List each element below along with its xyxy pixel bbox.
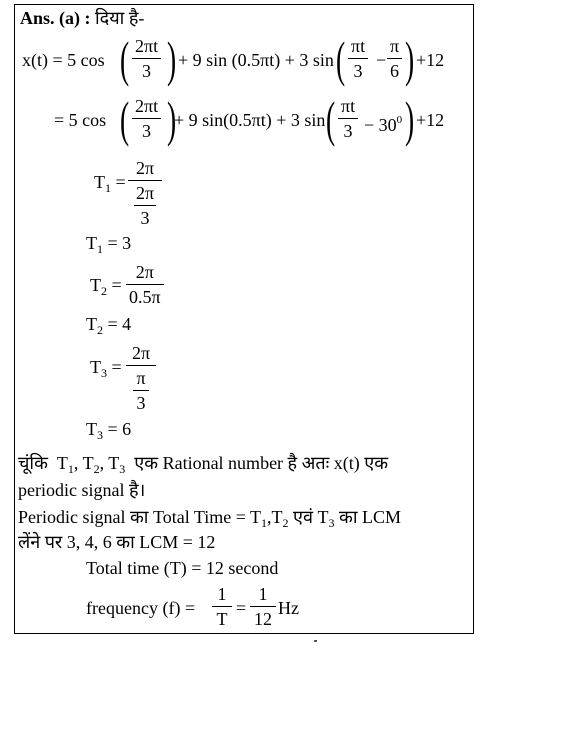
answer-heading bbox=[20, 8, 144, 28]
eq1-f1-num: 2πt bbox=[135, 36, 159, 56]
t3-den-num: π bbox=[136, 368, 146, 388]
eq1-fraction-2 bbox=[348, 36, 368, 81]
eq1-f3-num: π bbox=[390, 36, 400, 56]
eq1-f1-den: 3 bbox=[142, 61, 152, 81]
para2-line1: Periodic signal का Total Time = $T_1,T_2$ एवं $T_3$ का LCM bbox=[18, 507, 402, 530]
eq1-paren-close-2: ) bbox=[405, 31, 415, 87]
freq-f2-den: 12 bbox=[254, 609, 272, 629]
eq2-fraction-1 bbox=[132, 96, 161, 141]
t1-result: $T_1 = 3$ bbox=[86, 233, 132, 256]
eq1-paren-open-1: ( bbox=[120, 31, 130, 87]
eq1-lhs: x(t) = 5 cos bbox=[22, 50, 105, 70]
freq-fraction-2 bbox=[250, 584, 276, 629]
t3-num: 2π bbox=[131, 343, 151, 363]
freq-eq: = bbox=[236, 598, 247, 618]
eq1-mid: + 9 sin (0.5πt) + 3 sin bbox=[178, 50, 334, 70]
eq1-paren-close-1: ) bbox=[167, 31, 177, 87]
t1-num: 2π bbox=[135, 158, 155, 178]
para1-line1: चूंकि $T_1$, $T_2$, $T_3$ एक Rational number है अतः x(t) एक bbox=[18, 453, 389, 476]
given-text: दिया है- bbox=[95, 8, 145, 28]
t1-fraction bbox=[128, 158, 162, 228]
t3-fraction bbox=[126, 343, 156, 413]
eq2-paren-close-1: ) bbox=[167, 91, 177, 147]
frequency-label: frequency (f) = bbox=[86, 598, 196, 618]
eq1-paren-open-2: ( bbox=[336, 31, 346, 87]
freq-unit: Hz bbox=[278, 598, 299, 618]
eq2-fraction-2 bbox=[338, 96, 358, 141]
t2-den: 0.5π bbox=[129, 287, 161, 307]
eq1-f3-den: 6 bbox=[390, 61, 400, 81]
t2-result: $T_2 = 4$ bbox=[86, 314, 132, 337]
eq2-lhs: = 5 cos bbox=[54, 110, 107, 130]
para2-line2: लेंने पर 3, 4, 6 का LCM = 12 bbox=[18, 532, 216, 552]
eq2-f1-num: 2πt bbox=[135, 96, 159, 116]
eq2-degree: 0 bbox=[396, 114, 403, 126]
eq1-fraction-3 bbox=[387, 36, 402, 81]
t2-fraction bbox=[126, 262, 164, 307]
eq1-fraction-1 bbox=[132, 36, 161, 81]
t3-den-den: 3 bbox=[136, 393, 146, 413]
freq-f1-den: T bbox=[216, 609, 228, 629]
eq2-paren-open-2: ( bbox=[326, 91, 336, 147]
t3-result: $T_3 = 6$ bbox=[86, 419, 132, 442]
eq2-mid: + 9 sin(0.5πt) + 3 sin bbox=[174, 110, 326, 130]
eq2-f2-den: 3 bbox=[343, 121, 353, 141]
eq2-minus-thirty: − $30^0$ bbox=[364, 114, 403, 135]
eq2-paren-close-2: ) bbox=[405, 91, 415, 147]
answer-label: Ans. (a) : bbox=[20, 8, 91, 28]
t3-label: $T_3$ = bbox=[90, 357, 122, 380]
t2-num: 2π bbox=[135, 262, 154, 282]
freq-f1-num: 1 bbox=[217, 584, 227, 604]
eq2-tail: +12 bbox=[416, 110, 445, 130]
eq1-f2-num: πt bbox=[351, 36, 366, 56]
t2-label: $T_2$ = bbox=[90, 275, 122, 298]
eq1-minus: − bbox=[376, 50, 387, 70]
eq2-f2-num: πt bbox=[341, 96, 356, 116]
t1-den-num: 2π bbox=[135, 183, 155, 203]
eq2-f1-den: 3 bbox=[142, 121, 152, 141]
eq1-f2-den: 3 bbox=[353, 61, 363, 81]
freq-fraction-1 bbox=[212, 584, 232, 629]
t1-den-den: 3 bbox=[140, 208, 150, 228]
eq1-tail: +12 bbox=[416, 50, 445, 70]
t1-label: $T_1$ = bbox=[94, 172, 126, 195]
total-time: Total time (T) = 12 second bbox=[86, 558, 279, 578]
eq2-paren-open-1: ( bbox=[120, 91, 130, 147]
para1-line2: periodic signal है। bbox=[18, 480, 146, 500]
stray-mark bbox=[314, 640, 317, 642]
freq-f2-num: 1 bbox=[258, 584, 268, 604]
